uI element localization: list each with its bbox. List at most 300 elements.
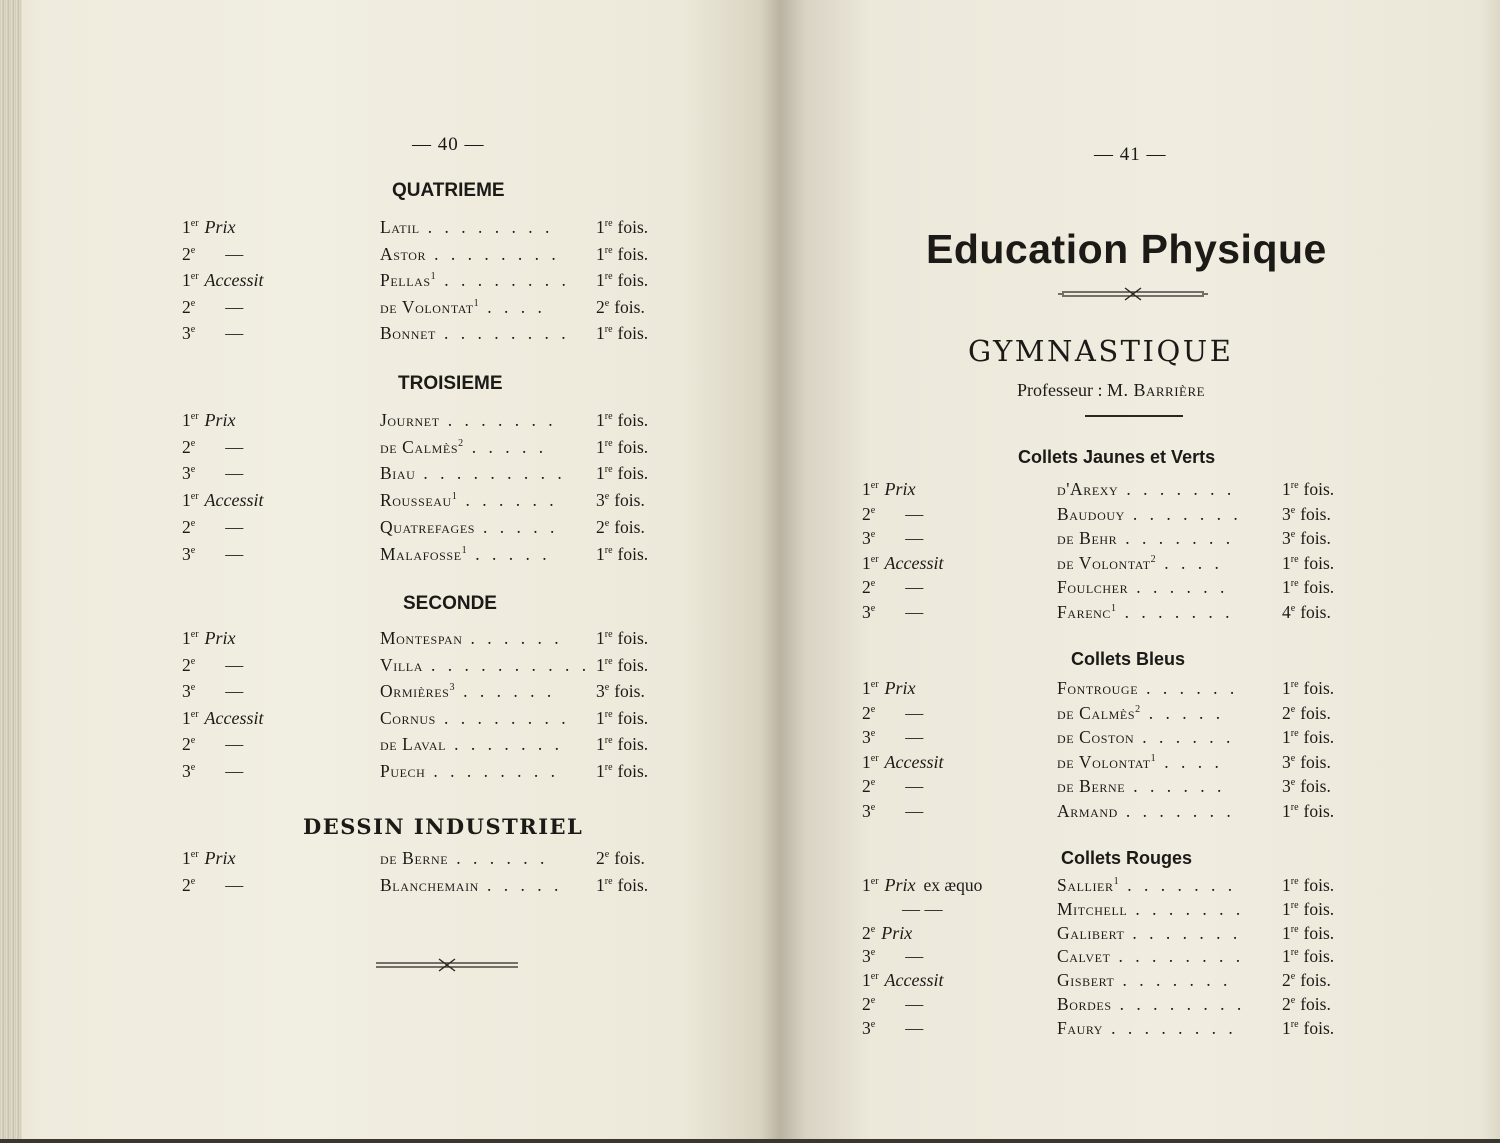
times-cell — [596, 681, 645, 702]
rank-label: — — [225, 323, 244, 344]
times-cell — [1282, 479, 1334, 500]
rank-suffix: e — [870, 1018, 876, 1030]
rank-label: — — [905, 800, 924, 821]
times-suffix: re — [604, 437, 613, 449]
times-number: 1 — [596, 707, 605, 728]
footnote-marker: 1 — [473, 297, 480, 309]
rank-number: 2 — [182, 516, 191, 537]
rank-cell — [182, 437, 243, 458]
student-name — [1057, 703, 1224, 724]
times-word: fois. — [1300, 528, 1331, 549]
rank-cell — [862, 994, 923, 1015]
table-row — [0, 270, 700, 296]
times-word: fois. — [617, 654, 649, 675]
times-cell — [596, 463, 648, 484]
student-name-text: Galibert — [1057, 922, 1125, 943]
rank-label: — — [905, 946, 924, 967]
rank-label: — — [225, 654, 244, 675]
table-row — [0, 875, 700, 901]
rank-number: 3 — [862, 1017, 871, 1038]
rank-cell — [182, 463, 243, 484]
rank-suffix: er — [190, 491, 199, 503]
times-suffix: re — [1290, 876, 1299, 887]
rank-number: 1 — [862, 751, 871, 772]
times-number: 1 — [1282, 678, 1291, 698]
rank-number: 2 — [182, 296, 191, 317]
leader-dots: . . . . . . . — [447, 410, 557, 430]
leader-dots: . . . . . . . . — [1119, 994, 1246, 1014]
times-suffix: e — [1290, 971, 1296, 983]
rank-cell — [182, 517, 243, 538]
rank-suffix: e — [870, 504, 876, 516]
times-cell — [1282, 602, 1331, 623]
times-word: fois. — [617, 707, 649, 728]
table-row — [780, 528, 1480, 554]
table-row — [0, 655, 700, 681]
student-name-text: Armand — [1057, 800, 1118, 821]
rank-label: — — [905, 994, 924, 1014]
rank-cell — [862, 970, 944, 991]
times-suffix: re — [1290, 899, 1299, 911]
rank-suffix: e — [190, 324, 196, 336]
times-word: fois. — [1300, 702, 1331, 723]
rank-cell — [862, 752, 944, 773]
leader-dots: . . . . — [1164, 552, 1223, 573]
times-number: 1 — [596, 875, 605, 895]
rank-suffix: er — [190, 849, 199, 860]
rank-extra: ex æquo — [923, 875, 983, 895]
table-row — [780, 703, 1480, 729]
rank-cell — [862, 801, 923, 822]
rank-suffix: e — [190, 244, 196, 256]
rank-number: 3 — [862, 602, 871, 622]
rank-suffix: er — [190, 218, 199, 229]
rank-suffix: e — [870, 703, 876, 715]
times-suffix: e — [1290, 529, 1296, 541]
section-title: TROISIEME — [398, 373, 503, 394]
rank-cell — [862, 479, 916, 500]
right-page — [780, 0, 1500, 1143]
times-number: 1 — [596, 734, 605, 755]
times-word: fois. — [1303, 552, 1335, 573]
table-row — [0, 217, 700, 243]
times-cell — [596, 708, 648, 729]
student-name-text: Farenc — [1057, 602, 1112, 622]
rank-suffix: e — [870, 995, 876, 1006]
rank-suffix: er — [870, 876, 879, 887]
times-number: 1 — [1282, 727, 1291, 747]
rank-cell — [182, 655, 243, 676]
rank-number: 3 — [862, 800, 871, 821]
student-name — [380, 297, 546, 318]
times-cell — [596, 244, 648, 265]
rank-suffix: e — [190, 682, 196, 694]
book-bottom-edge — [0, 1139, 1500, 1143]
student-name-text: de Calmès — [380, 436, 459, 457]
student-name-text: Blanchemain — [380, 875, 479, 895]
times-suffix: re — [1290, 728, 1299, 739]
leader-dots: . . . . . . . . . — [423, 463, 566, 484]
student-name — [1057, 479, 1235, 500]
rank-cell — [862, 528, 923, 549]
times-word: fois. — [614, 490, 645, 511]
student-name-text: de Volontat — [1057, 751, 1151, 772]
times-cell — [1282, 678, 1334, 699]
times-word: fois. — [1300, 776, 1331, 796]
times-number: 2 — [1282, 994, 1291, 1014]
times-number: 1 — [1282, 1017, 1291, 1038]
times-word: fois. — [1300, 970, 1331, 991]
times-number: 1 — [596, 543, 605, 564]
student-name — [380, 270, 570, 291]
table-row — [780, 875, 1480, 901]
times-cell — [596, 437, 648, 458]
rank-cell — [182, 217, 236, 238]
student-name-text: de Calmès — [1057, 702, 1136, 723]
table-row — [0, 848, 700, 874]
times-suffix: e — [1290, 504, 1296, 516]
professor-name: M. Barrière — [1106, 380, 1206, 400]
rank-suffix: e — [870, 801, 876, 813]
times-suffix: re — [604, 762, 613, 773]
times-number: 1 — [596, 323, 605, 344]
times-cell — [596, 297, 645, 318]
times-word: fois. — [614, 296, 645, 317]
rank-label: — — [225, 734, 244, 755]
student-name — [1057, 528, 1234, 549]
student-name-text: de Laval — [380, 734, 447, 755]
times-suffix: e — [604, 517, 610, 529]
professor-underline — [1085, 415, 1183, 417]
times-suffix: re — [604, 324, 613, 336]
times-word: fois. — [617, 217, 649, 237]
leader-dots: . . . . . — [1148, 702, 1225, 723]
student-name-text: de Coston — [1057, 727, 1135, 747]
times-word: fois. — [1303, 875, 1335, 895]
student-name — [1057, 994, 1245, 1015]
student-name — [1057, 752, 1223, 773]
rank-number: 3 — [182, 681, 191, 702]
rank-label: — — [905, 528, 924, 549]
rank-suffix: e — [190, 297, 196, 309]
table-row — [780, 801, 1480, 827]
student-name — [1057, 577, 1228, 598]
times-cell — [596, 490, 645, 511]
times-cell — [596, 217, 648, 238]
page-number-left: — 40 — — [412, 134, 485, 155]
rank-cell — [182, 875, 243, 896]
times-cell — [596, 875, 648, 896]
rank-suffix: er — [870, 971, 879, 983]
rank-suffix: e — [870, 777, 876, 788]
times-number: 1 — [1282, 946, 1291, 967]
leader-dots: . . . . . . . — [1126, 479, 1236, 499]
times-word: fois. — [614, 681, 645, 702]
leader-dots: . . . . . . — [1146, 678, 1239, 698]
footnote-marker: 1 — [1111, 603, 1117, 614]
times-number: 1 — [1282, 552, 1291, 573]
times-number: 1 — [596, 217, 605, 237]
student-name-text: Bordes — [1057, 994, 1112, 1014]
student-name-text: Villa — [380, 654, 423, 675]
rank-cell — [862, 602, 923, 623]
rank-suffix: e — [190, 437, 196, 449]
rank-label: — — [225, 681, 244, 702]
rank-number: 1 — [862, 970, 871, 991]
rank-suffix: e — [190, 655, 196, 667]
student-name — [1057, 946, 1244, 967]
times-word: fois. — [1303, 898, 1335, 919]
student-name — [1057, 602, 1234, 623]
rank-label: Accessit — [884, 552, 944, 573]
rank-cell — [182, 848, 236, 869]
leader-dots: . . . . . . — [1142, 727, 1235, 747]
rank-label: Accessit — [204, 270, 264, 291]
times-suffix: re — [1290, 1018, 1299, 1030]
student-name — [380, 244, 560, 265]
rank-label: Prix — [884, 479, 916, 499]
student-name — [380, 734, 563, 755]
rank-cell — [862, 553, 944, 574]
student-name-text: Malafosse — [380, 543, 462, 564]
rank-cell — [182, 323, 243, 344]
rank-label: Prix — [884, 678, 916, 698]
rank-label: — — [225, 761, 244, 781]
table-row — [0, 410, 700, 436]
section-title: QUATRIEME — [392, 180, 505, 201]
times-word: fois. — [1300, 994, 1331, 1014]
times-number: 1 — [1282, 875, 1291, 895]
times-suffix: e — [604, 297, 610, 309]
main-title: Education Physique — [926, 226, 1327, 272]
times-number: 1 — [1282, 479, 1291, 499]
times-cell — [596, 410, 648, 431]
times-cell — [1282, 899, 1334, 920]
rank-cell — [862, 923, 912, 944]
table-row — [0, 463, 700, 489]
times-word: fois. — [1303, 946, 1335, 967]
rank-label: — — — [902, 898, 943, 919]
times-cell — [1282, 970, 1331, 991]
rank-cell — [862, 504, 923, 525]
gymnastique-title: GYMNASTIQUE — [968, 334, 1234, 368]
times-number: 1 — [596, 761, 605, 781]
rank-number: 2 — [182, 243, 191, 264]
leader-dots: . . . . . . . . . . — [430, 654, 591, 675]
times-word: fois. — [1300, 602, 1331, 622]
student-name-text: Latil — [380, 217, 420, 237]
times-number: 3 — [596, 490, 605, 511]
rank-suffix: e — [870, 529, 876, 541]
student-name — [380, 628, 563, 649]
times-number: 1 — [596, 654, 605, 675]
student-name — [380, 323, 570, 344]
times-word: fois. — [1303, 800, 1335, 821]
ornament-divider-icon — [1058, 286, 1208, 302]
rank-label: Accessit — [204, 707, 264, 728]
times-number: 3 — [1282, 503, 1291, 524]
student-name — [1057, 875, 1236, 896]
student-name — [380, 848, 548, 869]
rank-cell — [182, 410, 236, 431]
rank-cell — [182, 297, 243, 318]
times-suffix: re — [604, 411, 613, 422]
rank-cell — [862, 776, 923, 797]
rank-suffix: er — [870, 553, 879, 565]
times-word: fois. — [617, 243, 649, 264]
leader-dots: . . . . . — [486, 875, 563, 895]
rank-label: — — [225, 543, 244, 564]
rank-label: Prix — [884, 875, 916, 895]
leader-dots: . . . . . . — [470, 628, 563, 648]
rank-label: — — [225, 296, 244, 317]
table-row — [0, 681, 700, 707]
rank-suffix: er — [870, 480, 879, 491]
student-name — [1057, 1018, 1237, 1039]
student-name-text: Mitchell — [1057, 898, 1128, 919]
student-name-text: Calvet — [1057, 946, 1111, 967]
rank-label: — — [225, 463, 244, 484]
rank-number: 2 — [862, 922, 871, 943]
leader-dots: . . . . . . . — [454, 734, 563, 755]
rank-suffix: e — [190, 762, 196, 773]
rank-label: — — [225, 243, 244, 264]
rank-label: — — [905, 727, 924, 747]
rank-cell — [862, 946, 923, 967]
rank-label: — — [225, 436, 244, 457]
leader-dots: . . . . . . . . — [1111, 1017, 1237, 1038]
times-number: 1 — [1282, 898, 1291, 919]
leader-dots: . . . . . . . — [1132, 922, 1242, 943]
rank-number: 3 — [862, 528, 871, 549]
rank-suffix: e — [870, 728, 876, 739]
times-suffix: re — [1290, 553, 1299, 565]
rank-cell — [182, 270, 264, 291]
leader-dots: . . . . . . . — [1132, 503, 1242, 524]
times-cell — [596, 734, 648, 755]
group-title: Collets Jaunes et Verts — [1018, 447, 1216, 467]
student-name — [380, 655, 590, 676]
rank-suffix: e — [870, 603, 876, 614]
times-number: 2 — [1282, 702, 1291, 723]
group-title: Collets Bleus — [1071, 649, 1186, 669]
rank-cell — [182, 244, 243, 265]
table-row — [780, 776, 1480, 802]
rank-cell — [862, 703, 923, 724]
student-name — [380, 708, 570, 729]
leader-dots: . . . . . . . . — [433, 761, 560, 781]
times-number: 1 — [596, 410, 605, 430]
student-name-text: de Berne — [1057, 776, 1126, 796]
rank-suffix: e — [190, 464, 196, 476]
student-name-text: de Volontat — [380, 296, 474, 317]
student-name-text: Fontrouge — [1057, 678, 1139, 698]
student-name — [380, 490, 558, 511]
rank-number: 1 — [862, 552, 871, 573]
leader-dots: . . . . . . . . — [1118, 946, 1245, 967]
table-row — [780, 923, 1480, 949]
leader-dots: . . . . — [487, 296, 546, 317]
table-row — [780, 1018, 1480, 1044]
student-name-text: Sallier — [1057, 875, 1114, 895]
rank-number: 3 — [862, 727, 871, 747]
times-word: fois. — [1300, 503, 1331, 524]
student-name-text: de Volontat — [1057, 552, 1151, 573]
table-row — [0, 437, 700, 463]
footnote-marker: 2 — [1135, 703, 1141, 715]
table-row — [0, 734, 700, 760]
times-number: 4 — [1282, 602, 1291, 622]
leader-dots: . . . . . . — [1133, 776, 1226, 796]
rank-label: Prix — [204, 848, 236, 868]
times-number: 1 — [596, 628, 605, 648]
times-number: 1 — [1282, 922, 1291, 943]
times-suffix: re — [1290, 801, 1299, 813]
student-name-text: Rousseau — [380, 490, 452, 511]
student-name — [380, 217, 553, 238]
rank-label: — — [905, 702, 924, 723]
times-word: fois. — [617, 628, 649, 648]
rank-label: Prix — [204, 628, 236, 648]
rank-label: — — [905, 602, 924, 622]
times-word: fois. — [617, 270, 649, 291]
table-row — [780, 727, 1480, 753]
table-row — [780, 994, 1480, 1020]
student-name — [1057, 776, 1225, 797]
student-name — [380, 463, 566, 484]
rank-cell — [182, 628, 236, 649]
times-suffix: e — [1290, 777, 1296, 788]
times-word: fois. — [1303, 1017, 1335, 1038]
times-number: 1 — [596, 243, 605, 264]
rank-number: 2 — [862, 503, 871, 524]
times-cell — [1282, 528, 1331, 549]
leader-dots: . . . . . . . . — [434, 243, 560, 264]
leader-dots: . . . . . . — [465, 490, 558, 511]
times-cell — [1282, 504, 1331, 525]
rank-number: 2 — [182, 654, 191, 675]
student-name — [1057, 899, 1244, 920]
student-name — [1057, 923, 1241, 944]
rank-cell — [182, 708, 264, 729]
student-name-text: Baudouy — [1057, 503, 1125, 524]
times-cell — [1282, 752, 1331, 773]
leader-dots: . . . . . — [471, 436, 548, 457]
times-cell — [1282, 553, 1334, 574]
ornament-divider-icon — [372, 957, 522, 973]
student-name-text: Montespan — [380, 628, 463, 648]
professor-label: Professeur : — [1017, 380, 1103, 400]
rank-label: — — [905, 577, 924, 598]
table-row — [780, 946, 1480, 972]
student-name — [1057, 504, 1242, 525]
rank-number: 1 — [182, 490, 191, 511]
times-cell — [1282, 801, 1334, 822]
leader-dots: . . . . . . . — [1124, 602, 1234, 622]
rank-number: 2 — [862, 994, 871, 1014]
times-cell — [1282, 703, 1331, 724]
rank-suffix: er — [190, 271, 199, 283]
leader-dots: . . . . . . . . — [443, 323, 570, 344]
rank-label: Accessit — [884, 970, 944, 991]
rank-number: 3 — [862, 946, 871, 967]
times-number: 2 — [596, 516, 605, 537]
table-row — [780, 899, 1480, 925]
student-name-text: de Berne — [380, 848, 449, 868]
leader-dots: . . . . — [1164, 751, 1223, 772]
times-cell — [1282, 875, 1334, 896]
rank-number: 1 — [862, 875, 871, 895]
